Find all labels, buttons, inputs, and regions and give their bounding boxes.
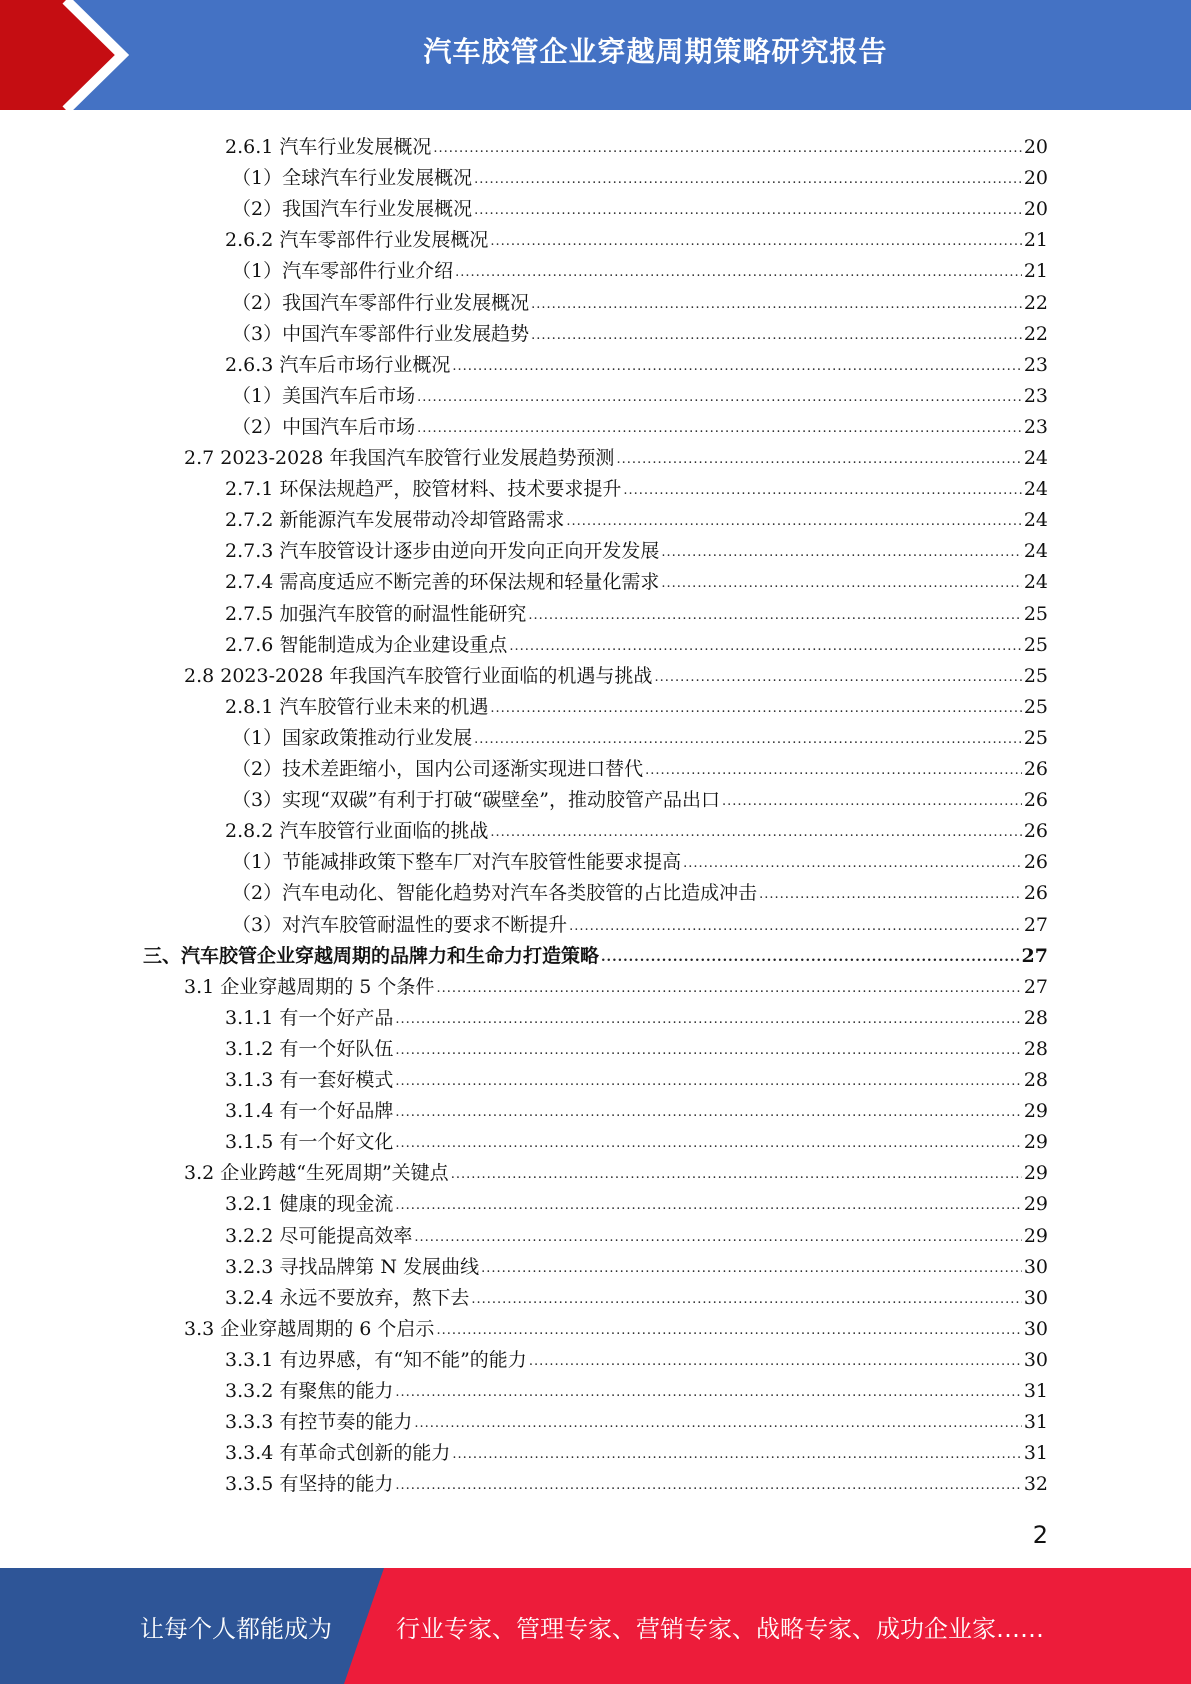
toc-entry-title: 2.7.6 智能制造成为企业建设重点 bbox=[225, 633, 508, 656]
toc-entry[interactable] bbox=[225, 999, 1048, 1030]
toc-entry-title: 2.7.1 环保法规趋严，胶管材料、技术要求提升 bbox=[225, 478, 622, 501]
toc-entry-page: 30 bbox=[1023, 1255, 1048, 1278]
toc-entry-title: 3.1.4 有一个好品牌 bbox=[225, 1100, 394, 1123]
toc-dot-leader bbox=[451, 1166, 1022, 1185]
toc-entry-title: 3.2.3 寻找品牌第 N 发展曲线 bbox=[225, 1255, 480, 1278]
toc-entry-page: 30 bbox=[1023, 1286, 1048, 1309]
toc-entry-page: 26 bbox=[1023, 882, 1048, 905]
toc-entry-title: 2.7 2023-2028 年我国汽车胶管行业发展趋势预测 bbox=[184, 447, 615, 469]
toc-dot-leader bbox=[395, 1197, 1021, 1216]
toc-entry-page: 26 bbox=[1023, 820, 1048, 843]
toc-entry-title: 3.3.4 有革命式创新的能力 bbox=[225, 1442, 451, 1465]
toc-entry-title: 3.2.1 健康的现金流 bbox=[225, 1193, 394, 1216]
toc-entry-page: 23 bbox=[1023, 353, 1048, 376]
toc-entry-title: 2.7.5 加强汽车胶管的耐温性能研究 bbox=[225, 602, 527, 625]
toc-entry-page: 28 bbox=[1023, 1037, 1048, 1060]
toc-entry-page: 27 bbox=[1021, 944, 1048, 967]
toc-entry[interactable] bbox=[225, 346, 1048, 377]
toc-entry-title: （2）技术差距缩小，国内公司逐渐实现进口替代 bbox=[232, 758, 644, 780]
toc-entry-title: 2.6.3 汽车后市场行业概况 bbox=[225, 353, 451, 376]
toc-dot-leader bbox=[395, 1477, 1021, 1496]
toc-entry-page: 20 bbox=[1023, 136, 1048, 158]
toc-dot-leader bbox=[414, 1229, 1021, 1248]
toc-entry-page: 26 bbox=[1023, 851, 1048, 874]
toc-entry-title: 三、汽车胶管企业穿越周期的品牌力和生命力打造策略 bbox=[143, 944, 600, 967]
toc-entry-title: 3.3.5 有坚持的能力 bbox=[225, 1473, 394, 1496]
toc-entry-page: 28 bbox=[1023, 1006, 1048, 1029]
toc-dot-leader bbox=[601, 949, 1020, 968]
toc-dot-leader bbox=[417, 389, 1022, 408]
toc-entry[interactable] bbox=[184, 968, 1048, 999]
toc-entry-title: 3.3.2 有聚焦的能力 bbox=[225, 1380, 394, 1402]
toc-dot-leader bbox=[531, 327, 1022, 346]
toc-entry-page: 31 bbox=[1023, 1411, 1048, 1434]
toc-entry[interactable] bbox=[225, 812, 1048, 843]
toc-entry-title: 3.3 企业穿越周期的 6 个启示 bbox=[184, 1317, 435, 1340]
toc-dot-leader bbox=[436, 1322, 1021, 1341]
toc-entry-page: 29 bbox=[1023, 1162, 1048, 1185]
toc-entry-page: 25 bbox=[1023, 633, 1048, 656]
toc-entry[interactable] bbox=[225, 1061, 1048, 1092]
toc-entry[interactable] bbox=[225, 1279, 1048, 1310]
toc-dot-leader bbox=[417, 420, 1022, 439]
toc-entry-title: 3.1.5 有一个好文化 bbox=[225, 1131, 394, 1154]
toc-entry[interactable] bbox=[225, 1372, 1048, 1403]
toc-entry-page: 29 bbox=[1023, 1193, 1048, 1216]
toc-dot-leader bbox=[531, 296, 1022, 315]
toc-entry-title: （1）节能减排政策下整车厂对汽车胶管性能要求提高 bbox=[232, 851, 682, 874]
toc-entry-title: 2.6.2 汽车零部件行业发展概况 bbox=[225, 229, 489, 252]
toc-dot-leader bbox=[395, 1042, 1021, 1061]
toc-entry[interactable] bbox=[232, 906, 1048, 937]
toc-dot-leader bbox=[436, 980, 1021, 999]
toc-entry[interactable] bbox=[232, 190, 1048, 221]
toc-entry-title: 3.2 企业跨越“生死周期”关键点 bbox=[184, 1162, 449, 1185]
toc-entry-page: 30 bbox=[1023, 1348, 1048, 1371]
toc-entry-title: 2.8.1 汽车胶管行业未来的机遇 bbox=[225, 695, 489, 718]
toc-entry-title: 3.2.2 尽可能提高效率 bbox=[225, 1224, 413, 1247]
toc-entry[interactable] bbox=[225, 1434, 1048, 1465]
toc-entry[interactable] bbox=[143, 937, 1048, 968]
toc-dot-leader bbox=[452, 358, 1021, 377]
toc-dot-leader bbox=[529, 1353, 1022, 1372]
toc-entry-title: 3.3.3 有控节奏的能力 bbox=[225, 1411, 413, 1434]
toc-dot-leader bbox=[455, 264, 1022, 283]
toc-entry-page: 26 bbox=[1023, 758, 1048, 780]
toc-dot-leader bbox=[490, 233, 1021, 252]
toc-entry-page: 24 bbox=[1023, 447, 1048, 469]
toc-entry-title: （3）实现“双碳”有利于打破“碳壁垒”，推动胶管产品出口 bbox=[232, 789, 720, 812]
footer-slogan-right: 行业专家、管理专家、营销专家、战略专家、成功企业家…… bbox=[396, 1614, 1044, 1643]
toc-entry-page: 25 bbox=[1023, 726, 1048, 749]
toc-entry-page: 27 bbox=[1023, 975, 1048, 998]
toc-entry-title: （2）中国汽车后市场 bbox=[232, 415, 416, 438]
toc-dot-leader bbox=[759, 886, 1022, 905]
page-footer bbox=[0, 1568, 1191, 1684]
toc-entry-page: 22 bbox=[1023, 291, 1048, 314]
toc-entry[interactable] bbox=[232, 843, 1048, 874]
toc-entry-page: 31 bbox=[1023, 1380, 1048, 1402]
toc-entry-title: 2.6.1 汽车行业发展概况 bbox=[225, 136, 432, 158]
toc-entry[interactable] bbox=[184, 1310, 1048, 1341]
toc-dot-leader bbox=[528, 607, 1021, 626]
toc-entry-page: 24 bbox=[1023, 571, 1048, 594]
toc-entry[interactable] bbox=[225, 221, 1048, 252]
toc-entry-title: 2.8 2023-2028 年我国汽车胶管行业面临的机遇与挑战 bbox=[184, 664, 653, 687]
toc-dot-leader bbox=[616, 451, 1021, 470]
toc-dot-leader bbox=[474, 731, 1022, 750]
toc-entry[interactable] bbox=[225, 1403, 1048, 1434]
toc-entry-title: （2）汽车电动化、智能化趋势对汽车各类胶管的占比造成冲击 bbox=[232, 882, 758, 905]
page-number: 2 bbox=[1032, 1521, 1048, 1549]
toc-dot-leader bbox=[623, 482, 1021, 501]
toc-dot-leader bbox=[474, 171, 1022, 190]
toc-entry[interactable] bbox=[225, 1030, 1048, 1061]
toc-entry-page: 25 bbox=[1023, 602, 1048, 625]
toc-entry[interactable] bbox=[225, 1248, 1048, 1279]
toc-entry-page: 23 bbox=[1023, 384, 1048, 407]
report-title: 汽车胶管企业穿越周期策略研究报告 bbox=[423, 35, 888, 68]
chevron-right-icon bbox=[0, 0, 150, 110]
toc-dot-leader bbox=[452, 1446, 1021, 1465]
toc-entry[interactable] bbox=[225, 1092, 1048, 1123]
toc-entry-page: 30 bbox=[1023, 1317, 1048, 1340]
toc-dot-leader bbox=[661, 544, 1021, 563]
toc-entry-title: 2.7.3 汽车胶管设计逐步由逆向开发向正向开发发展 bbox=[225, 540, 660, 563]
toc-entry[interactable] bbox=[225, 1465, 1048, 1496]
toc-dot-leader bbox=[395, 1011, 1021, 1030]
toc-entry-page: 23 bbox=[1023, 415, 1048, 438]
toc-dot-leader bbox=[722, 793, 1022, 812]
toc-entry[interactable] bbox=[232, 719, 1048, 750]
toc-entry-page: 31 bbox=[1023, 1442, 1048, 1465]
toc-entry[interactable] bbox=[225, 626, 1048, 657]
toc-entry[interactable] bbox=[225, 1341, 1048, 1372]
toc-entry-page: 25 bbox=[1023, 664, 1048, 687]
toc-entry[interactable] bbox=[184, 657, 1048, 688]
toc-dot-leader bbox=[490, 700, 1021, 719]
toc-entry-page: 29 bbox=[1023, 1131, 1048, 1154]
toc-entry-title: 3.1.2 有一个好队伍 bbox=[225, 1037, 394, 1060]
footer-slogan-left: 让每个人都能成为 bbox=[140, 1614, 332, 1643]
toc-entry-title: （1）全球汽车行业发展概况 bbox=[232, 167, 473, 190]
toc-entry-title: （1）汽车零部件行业介绍 bbox=[232, 260, 454, 283]
toc-entry[interactable] bbox=[232, 315, 1048, 346]
toc-entry-page: 22 bbox=[1023, 322, 1048, 345]
toc-dot-leader bbox=[569, 918, 1022, 937]
toc-dot-leader bbox=[395, 1104, 1021, 1123]
toc-entry-page: 28 bbox=[1023, 1069, 1048, 1091]
toc-entry-page: 24 bbox=[1023, 540, 1048, 563]
toc-entry[interactable] bbox=[232, 750, 1048, 781]
toc-entry-title: 3.1 企业穿越周期的 5 个条件 bbox=[184, 975, 435, 998]
toc-entry-title: 3.3.1 有边界感，有“知不能”的能力 bbox=[225, 1348, 527, 1371]
toc-entry[interactable] bbox=[232, 408, 1048, 439]
toc-entry[interactable] bbox=[225, 1123, 1048, 1154]
toc-entry-title: （1）美国汽车后市场 bbox=[232, 384, 416, 407]
toc-dot-leader bbox=[566, 513, 1021, 532]
toc-entry[interactable] bbox=[225, 563, 1048, 594]
toc-entry[interactable] bbox=[225, 501, 1048, 532]
toc-entry[interactable] bbox=[232, 252, 1048, 283]
toc-entry[interactable] bbox=[184, 1154, 1048, 1185]
toc-entry[interactable] bbox=[225, 1185, 1048, 1216]
toc-entry-title: （1）国家政策推动行业发展 bbox=[232, 726, 473, 749]
toc-entry-title: （3）中国汽车零部件行业发展趋势 bbox=[232, 322, 530, 345]
toc-entry[interactable] bbox=[232, 159, 1048, 190]
toc-entry-title: （2）我国汽车行业发展概况 bbox=[232, 198, 473, 221]
toc-entry[interactable] bbox=[225, 595, 1048, 626]
toc-dot-leader bbox=[490, 824, 1021, 843]
toc-entry[interactable] bbox=[184, 439, 1048, 470]
page-header bbox=[0, 0, 1191, 110]
toc-dot-leader bbox=[433, 140, 1021, 159]
toc-dot-leader bbox=[661, 575, 1021, 594]
toc-entry-title: （3）对汽车胶管耐温性的要求不断提升 bbox=[232, 913, 568, 936]
toc-dot-leader bbox=[654, 669, 1021, 688]
toc-entry-page: 29 bbox=[1023, 1100, 1048, 1123]
toc-entry[interactable] bbox=[225, 470, 1048, 501]
toc-entry-page: 20 bbox=[1023, 198, 1048, 221]
toc-entry-title: 3.1.3 有一套好模式 bbox=[225, 1069, 394, 1091]
toc-dot-leader bbox=[395, 1135, 1021, 1154]
toc-dot-leader bbox=[481, 1260, 1022, 1279]
toc-entry[interactable] bbox=[232, 284, 1048, 315]
toc-entry[interactable] bbox=[225, 1217, 1048, 1248]
toc-dot-leader bbox=[683, 855, 1022, 874]
toc-entry-title: 3.2.4 永远不要放弃，熬下去 bbox=[225, 1286, 470, 1309]
toc-entry[interactable] bbox=[232, 874, 1048, 905]
toc-entry-page: 29 bbox=[1023, 1224, 1048, 1247]
toc-entry-title: 2.7.4 需高度适应不断完善的环保法规和轻量化需求 bbox=[225, 571, 660, 594]
toc-dot-leader bbox=[395, 1073, 1021, 1092]
toc-entry-page: 24 bbox=[1023, 478, 1048, 501]
toc-dot-leader bbox=[395, 1384, 1021, 1403]
toc-entry-page: 20 bbox=[1023, 167, 1048, 190]
toc-dot-leader bbox=[474, 202, 1022, 221]
toc-entry-page: 32 bbox=[1023, 1473, 1048, 1496]
toc-entry-title: 2.7.2 新能源汽车发展带动冷却管路需求 bbox=[225, 509, 565, 532]
toc-entry-title: 2.8.2 汽车胶管行业面临的挑战 bbox=[225, 820, 489, 843]
toc-entry[interactable] bbox=[232, 377, 1048, 408]
toc-entry-page: 25 bbox=[1023, 695, 1048, 718]
toc-dot-leader bbox=[645, 762, 1022, 781]
toc-entry-page: 21 bbox=[1023, 229, 1048, 252]
toc-entry-page: 26 bbox=[1023, 789, 1048, 812]
toc-dot-leader bbox=[414, 1415, 1021, 1434]
toc-dot-leader bbox=[471, 1291, 1021, 1310]
toc-entry[interactable] bbox=[225, 688, 1048, 719]
toc-entry-title: 3.1.1 有一个好产品 bbox=[225, 1006, 394, 1029]
toc-entry-page: 24 bbox=[1023, 509, 1048, 532]
toc-entry-title: （2）我国汽车零部件行业发展概况 bbox=[232, 291, 530, 314]
toc-dot-leader bbox=[509, 638, 1021, 657]
toc-entry[interactable] bbox=[232, 781, 1048, 812]
toc-entry-page: 27 bbox=[1023, 913, 1048, 936]
toc-entry-page: 21 bbox=[1023, 260, 1048, 283]
toc-entry[interactable] bbox=[225, 128, 1048, 159]
toc-entry[interactable] bbox=[225, 532, 1048, 563]
